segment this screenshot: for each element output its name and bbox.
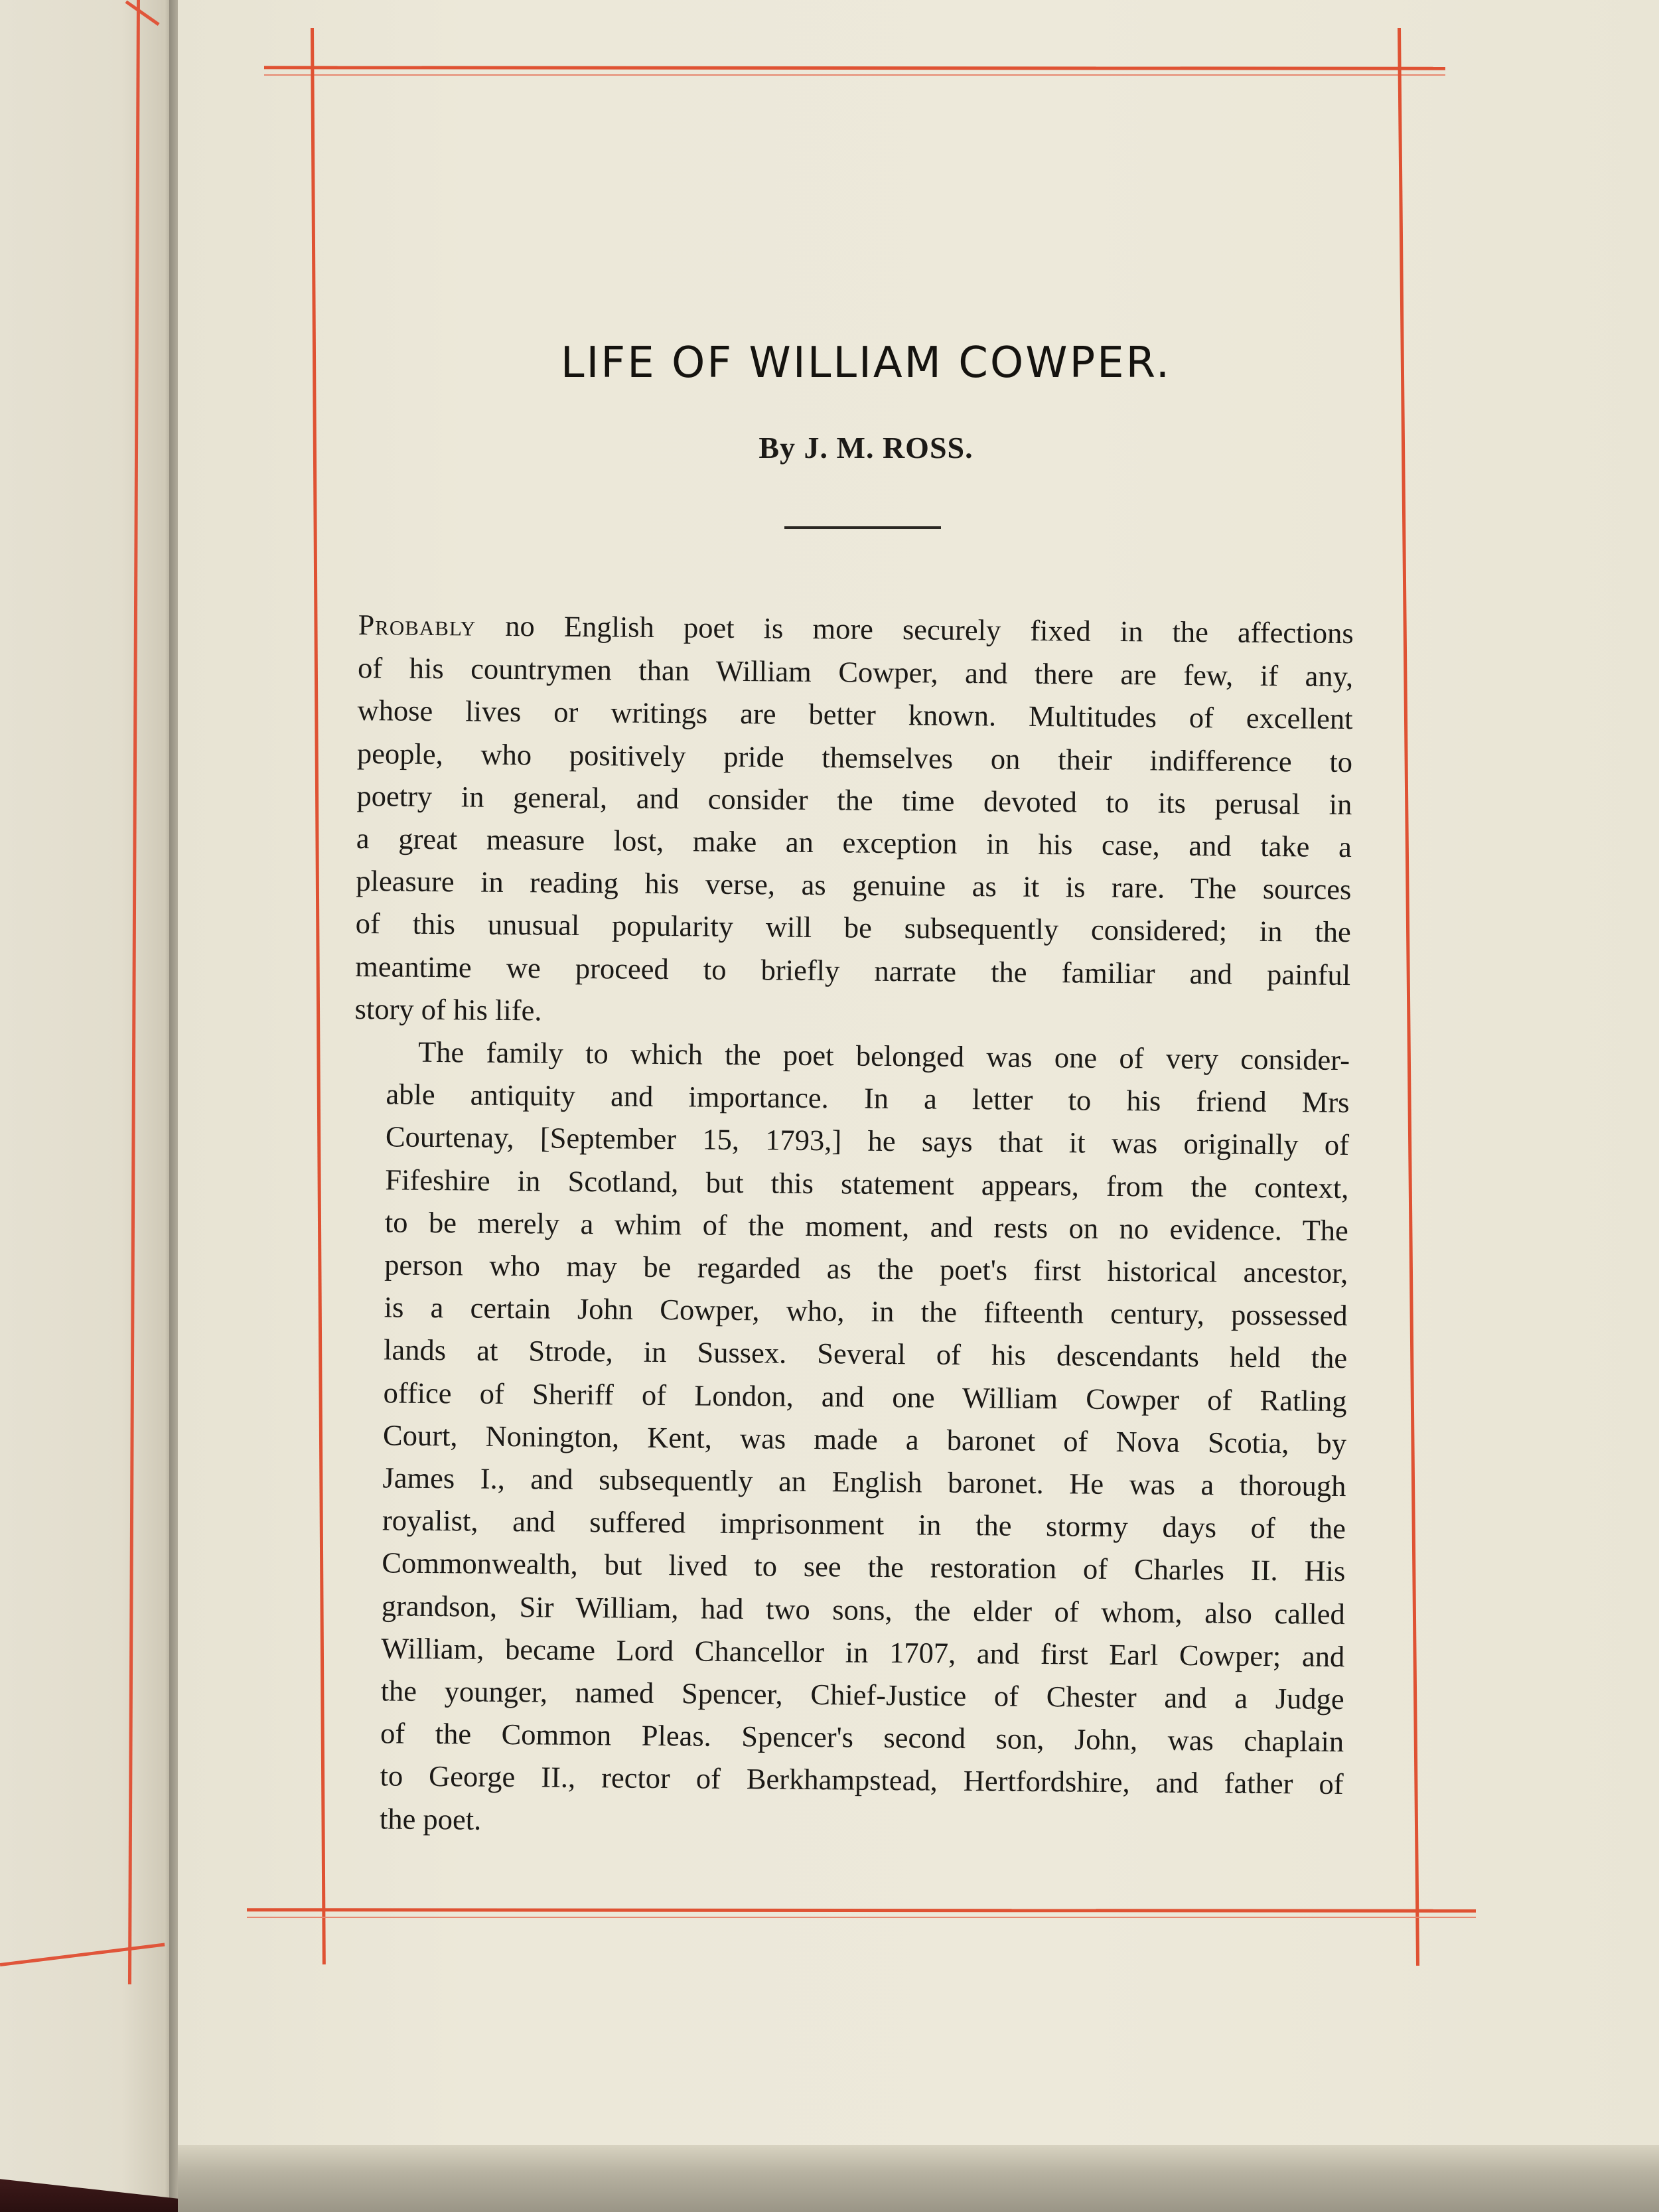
text-line: lands at Strode, in Sussex. Several of his descendants held the xyxy=(383,1333,1348,1375)
left-page-red-rule-corner xyxy=(125,0,160,26)
page-title: LIFE OF WILLIAM COWPER. xyxy=(560,338,1172,388)
lead-word: Probably xyxy=(358,608,476,642)
text-line: meantime we proceed to briefly narrate the familiar and painful xyxy=(355,949,1351,992)
text-line: to be merely a whim of the moment, and rests on no evidence. The xyxy=(384,1205,1349,1247)
text-line: able antiquity and importance. In a letter to his friend Mrs xyxy=(386,1077,1350,1120)
text-line: person who may be regarded as the poet's first historical ancestor, xyxy=(384,1248,1348,1290)
left-page-red-rule-vertical xyxy=(128,0,140,1984)
body-text xyxy=(348,603,1354,1848)
text-line: to George II., rector of Berkhampstead, Hertfordshire, and father of xyxy=(380,1759,1344,1801)
text-line: a great measure lost, make an exception in his case, and take a xyxy=(356,822,1352,864)
author-byline: By J. M. ROSS. xyxy=(758,431,974,465)
title-divider xyxy=(784,526,941,529)
text-line: grandson, Sir William, had two sons, the elder of whom, also called xyxy=(381,1589,1345,1631)
text-line: Commonwealth, but lived to see the restoration of Charles II. His xyxy=(382,1546,1346,1588)
text-line: is a certain John Cowper, who, in the fifteenth century, possessed xyxy=(384,1290,1348,1333)
frame-rule-top-inner xyxy=(264,74,1445,76)
left-facing-page xyxy=(0,0,174,2212)
text-line: poetry in general, and consider the time devoted to its perusal in xyxy=(356,778,1352,821)
frame-rule-bottom-inner xyxy=(247,1917,1476,1918)
page-edge xyxy=(178,2145,1659,2212)
text-line: James I., and subsequently an English baronet. He was a thorough xyxy=(382,1461,1346,1503)
text-line: Courtenay, [September 15, 1793,] he says that it was originally of xyxy=(385,1120,1350,1162)
text-line: pleasure in reading his verse, as genuine as it is rare. The sources xyxy=(356,864,1352,907)
text-line: story of his life. xyxy=(354,992,542,1027)
text-line-rest: no English poet is more securely fixed in the affections xyxy=(475,609,1354,650)
text-line: Fifeshire in Scotland, but this statement appears, from the context, xyxy=(385,1163,1349,1205)
text-line: people, who positively pride themselves on their indifference to xyxy=(356,736,1353,778)
text-line: Court, Nonington, Kent, was made a baronet of Nova Scotia, by xyxy=(382,1418,1347,1460)
text-line: of his countrymen than William Cowper, and there are few, if any, xyxy=(357,651,1354,694)
text-line: of this unusual popularity will be subsequently considered; in the xyxy=(355,907,1351,949)
page-content xyxy=(354,319,1354,1840)
text-line: the younger, named Spencer, Chief-Justice of Chester and a Judge xyxy=(380,1674,1344,1716)
text-line: of the Common Pleas. Spencer's second son, John, was chaplain xyxy=(380,1716,1344,1759)
text-line: office of Sheriff of London, and one William Cowper of Ratling xyxy=(383,1376,1347,1418)
left-page-red-rule-horizontal xyxy=(0,1943,165,1966)
text-line: the poet. xyxy=(379,1802,482,1836)
text-line: whose lives or writings are better known. Multitudes of excellent xyxy=(357,694,1353,736)
text-line: The family to which the poet belonged was one of very consider- xyxy=(417,1035,1350,1077)
paragraph-1 xyxy=(354,603,1354,1039)
text-line: William, became Lord Chancellor in 1707, and first Earl Cowper; and xyxy=(381,1631,1345,1673)
text-line: royalist, and suffered imprisonment in the stormy days of the xyxy=(382,1503,1346,1546)
paragraph-2 xyxy=(348,1030,1350,1848)
